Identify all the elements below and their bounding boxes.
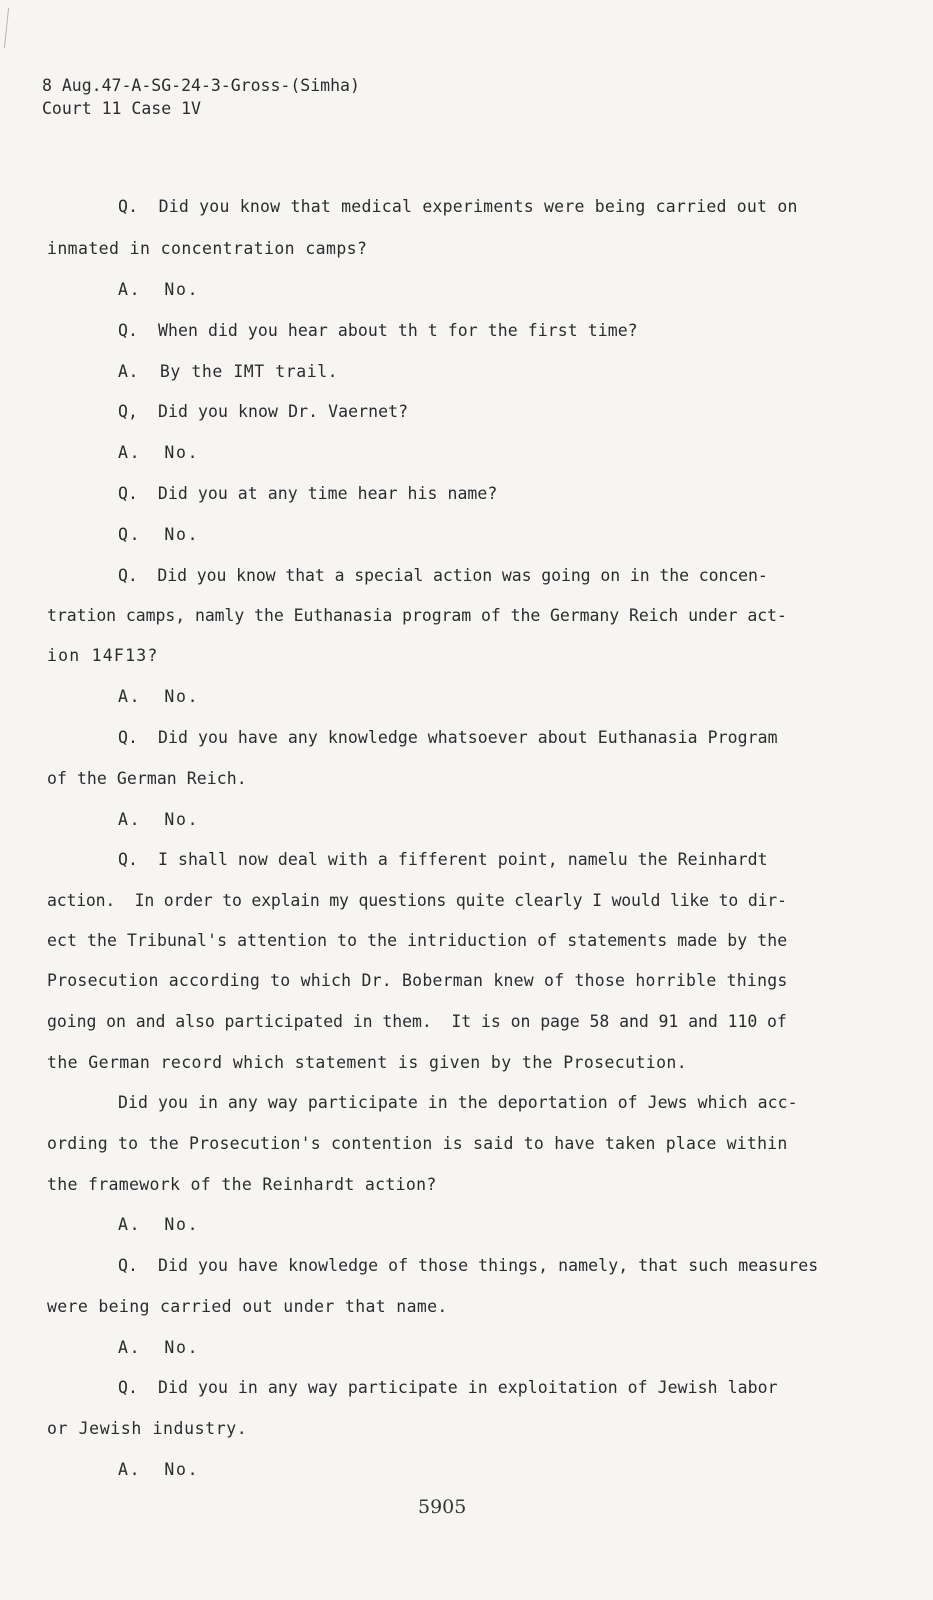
header-line-1: 8 Aug.47-A-SG-24-3-Gross-(Simha)	[42, 76, 360, 95]
text-line: Prosecution according to which Dr. Boberman knew of those horrible things	[47, 971, 788, 990]
text-line: ion 14F13?	[47, 646, 159, 665]
text-line: A. No.	[118, 443, 200, 462]
page-edge-mark	[4, 8, 11, 48]
text-line: Q. Did you know that medical experiments were being carried out on	[118, 197, 798, 216]
text-line: A. No.	[118, 280, 200, 299]
text-line: Q, Did you know Dr. Vaernet?	[118, 402, 409, 421]
text-line: A. By the IMT trail.	[118, 362, 339, 381]
text-line: the German record which statement is given by the Prosecution.	[47, 1053, 688, 1072]
text-line: the framework of the Reinhardt action?	[47, 1175, 437, 1194]
text-line: Q. I shall now deal with a fifferent point, namelu the Reinhardt	[118, 850, 768, 869]
text-line: A. No.	[118, 687, 200, 706]
text-line: ording to the Prosecution's contention is said to have taken place within	[47, 1134, 788, 1153]
text-line: Q. Did you at any time hear his name?	[118, 484, 498, 503]
text-line: of the German Reich.	[47, 769, 247, 788]
text-line: A. No.	[118, 1460, 200, 1479]
text-line: Q. No.	[118, 525, 200, 544]
text-line: or Jewish industry.	[47, 1419, 248, 1438]
text-line: Did you in any way participate in the deportation of Jews which acc-	[118, 1093, 798, 1112]
header-line-2: Court 11 Case 1V	[42, 99, 201, 118]
page-number: 5905	[418, 1496, 467, 1518]
text-line: Q. When did you hear about th t for the first time?	[118, 321, 638, 340]
text-line: Q. Did you have any knowledge whatsoever about Euthanasia Program	[118, 728, 778, 747]
text-line: A. No.	[118, 1338, 200, 1357]
text-line: Q. Did you in any way participate in exploitation of Jewish labor	[118, 1378, 778, 1397]
text-line: Q. Did you know that a special action was going on in the concen-	[118, 566, 768, 585]
text-line: tration camps, namly the Euthanasia program of the Germany Reich under act-	[47, 606, 787, 625]
text-line: inmated in concentration camps?	[47, 239, 368, 258]
header	[42, 74, 360, 120]
text-line: were being carried out under that name.	[47, 1297, 448, 1316]
text-line: Q. Did you have knowledge of those things, namely, that such measures	[118, 1256, 819, 1275]
text-line: ect the Tribunal's attention to the intriduction of statements made by the	[47, 931, 788, 950]
text-line: action. In order to explain my questions quite clearly I would like to dir-	[47, 891, 787, 910]
text-line: A. No.	[118, 810, 200, 829]
text-line: A. No.	[118, 1215, 200, 1234]
text-line: going on and also participated in them. It is on page 58 and 91 and 110 of	[47, 1012, 787, 1031]
